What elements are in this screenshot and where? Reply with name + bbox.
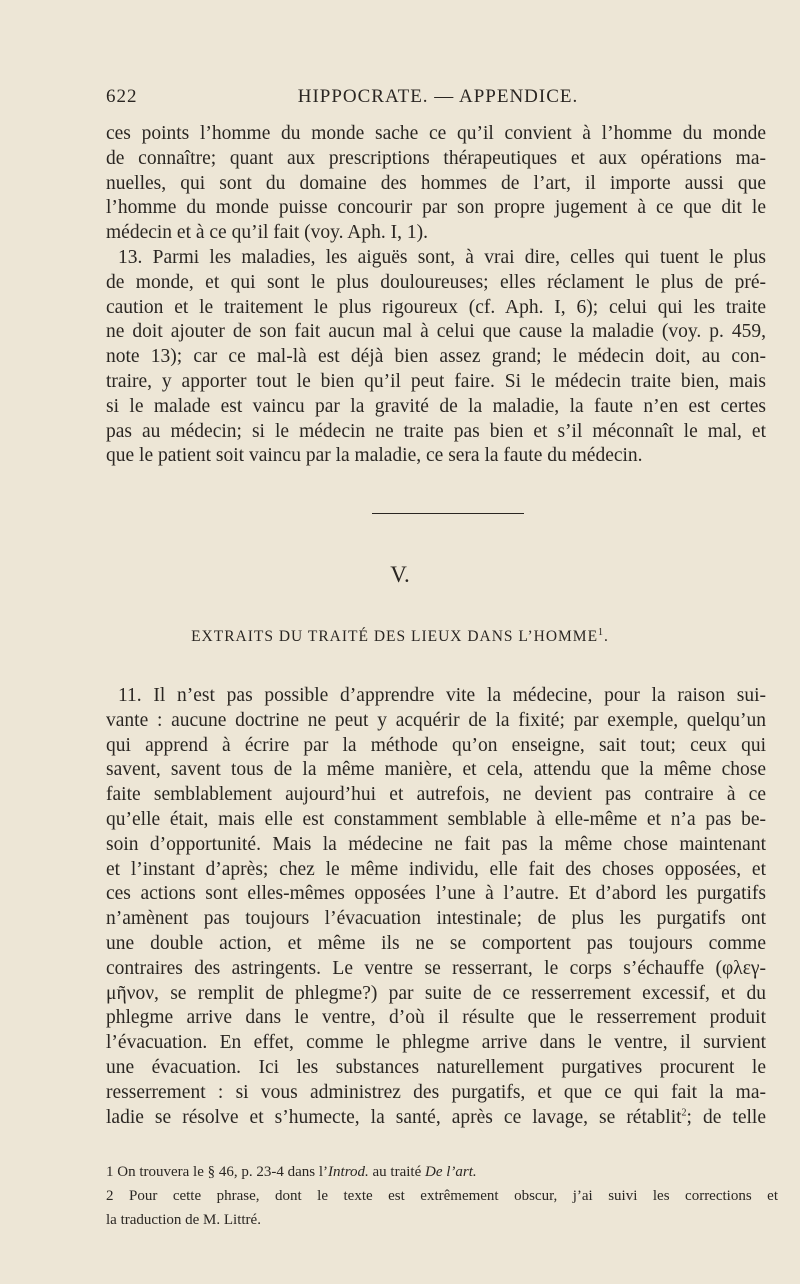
footnote-2-cont: la traduction de M. Littré. [106,1212,261,1228]
text-line: de connaître; quant aux prescriptions thérapeutiques et aux opérations ma- [106,147,766,169]
text-line: caution et le traitement le plus rigoureux (cf. Aph. I, 6); celui qui les traite [106,296,766,318]
text-line: ces actions sont elles-mêmes opposées l’une à l’autre. Et d’abord les purgatifs [106,883,766,905]
running-header [106,86,770,116]
text-line: nuelles, qui sont du domaine des hommes de l’art, il importe aussi que [106,172,766,194]
text-line: de monde, et qui sont le plus douloureuses; elles réclament le plus de pré- [106,271,766,293]
text-line: vante : aucune doctrine ne peut y acquérir de la fixité; par exemple, quelqu’un [106,709,766,731]
text-line: phlegme arrive dans le ventre, d’où il résulte que le resserrement produit [106,1007,766,1029]
text-line: que le patient soit vaincu par la maladie, ce sera la faute du médecin. [106,445,643,467]
text-fragment: ; de telle [686,1106,766,1128]
text-line: soin d’opportunité. Mais la médecine ne fait pas la même chose maintenant [106,833,766,855]
text-line: qui apprend à écrire par la méthode qu’on enseigne, sait tout; ceux qui [106,734,766,756]
text-line: médecin et à ce qu’il fait (voy. Aph. I, 1). [106,222,428,244]
text-line: l’évacuation. En effet, comme le phlegme arrive dans le ventre, il survient [106,1032,766,1054]
footnote-italic: De l’art. [424,1164,477,1180]
text-line: qu’elle était, mais elle est constamment semblable à elle-même et n’a pas be- [106,808,766,830]
text-line: μῆνον, se remplit de phlegme?) par suite de ce resserrement excessif, et du [106,982,766,1004]
footnote-ref: 1 [598,626,605,638]
paragraph-11 [106,684,766,1130]
text-line: ces points l’homme du monde sache ce qu’il convient à l’homme du monde [106,123,766,144]
text-fragment: ladie se résolve et s’humecte, la santé, après ce lavage, se rétablit [106,1106,682,1128]
footnotes [106,1160,778,1232]
text-line: n’amènent pas toujours l’évacuation intestinale; de plus les purgatifs ont [106,908,766,930]
text-line: savent, savent tous de la même manière, et cela, attendu que la même chose [106,759,766,781]
text-line: 11. Il n’est pas possible d’apprendre vite la médecine, pour la raison sui- [118,685,766,706]
paragraph-continued [106,122,766,246]
footnote-text: 1 On trouvera le § 46, p. 23-4 dans l’ [106,1164,329,1180]
section-title-text: EXTRAITS DU TRAITÉ DES LIEUX DANS L’HOMME [191,628,599,645]
text-line: ne doit ajouter de son fait aucun mal à celui que cause la maladie (voy. p. 459, [106,321,766,343]
page-number: 622 [106,86,138,107]
text-line: contraires des astringents. Le ventre se resserrant, le corps s’échauffe (φλεγ- [106,957,766,979]
footnote-ref: 2 [681,1107,687,1119]
footnote-1 [106,1160,778,1184]
text-line: l’homme du monde puisse concourir par son propre jugement à ce que dit le [106,197,766,219]
text-line: note 13); car ce mal-là est déjà bien assez grand; le médecin doit, au con- [106,346,766,368]
text-line: traire, y apporter tout le bien qu’il peut faire. Si le médecin traite bien, mais [106,370,766,392]
paragraph-13 [106,246,766,469]
section-divider [372,513,524,514]
footnote-text: au traité [368,1164,425,1180]
footnote-italic: Introd. [328,1164,369,1180]
running-title: HIPPOCRATE. — APPENDICE. [297,86,579,107]
section-title: EXTRAITS DU TRAITÉ DES LIEUX DANS L’HOMME$^1$. [191,626,609,645]
text-line: si le malade est vaincu par la gravité de la maladie, la faute n’en est certes [106,395,766,417]
text-line: faite semblablement aujourd’hui et autrefois, ne devient pas contraire à ce [106,784,766,806]
footnote-2: 2 Pour cette phrase, dont le texte est extrêmement obscur, j’ai suivi les corrections et [106,1188,778,1204]
text-line: resserrement : si vous administrez des purgatifs, et que ce qui fait la ma- [106,1081,766,1103]
text-line: 13. Parmi les maladies, les aiguës sont, à vrai dire, celles qui tuent le plus [118,247,766,268]
text-line: et l’instant d’après; chez le même individu, elle fait des choses opposées, et [106,858,766,880]
text-line [106,1106,766,1131]
text-line: une double action, et même ils ne se comportent pas toujours comme [106,932,766,954]
text-line: une évacuation. Ici les substances naturellement purgatives procurent le [106,1056,766,1078]
section-number: V. [390,562,410,587]
text-line: pas au médecin; si le médecin ne traite pas bien et s’il méconnaît le mal, et [106,420,766,442]
